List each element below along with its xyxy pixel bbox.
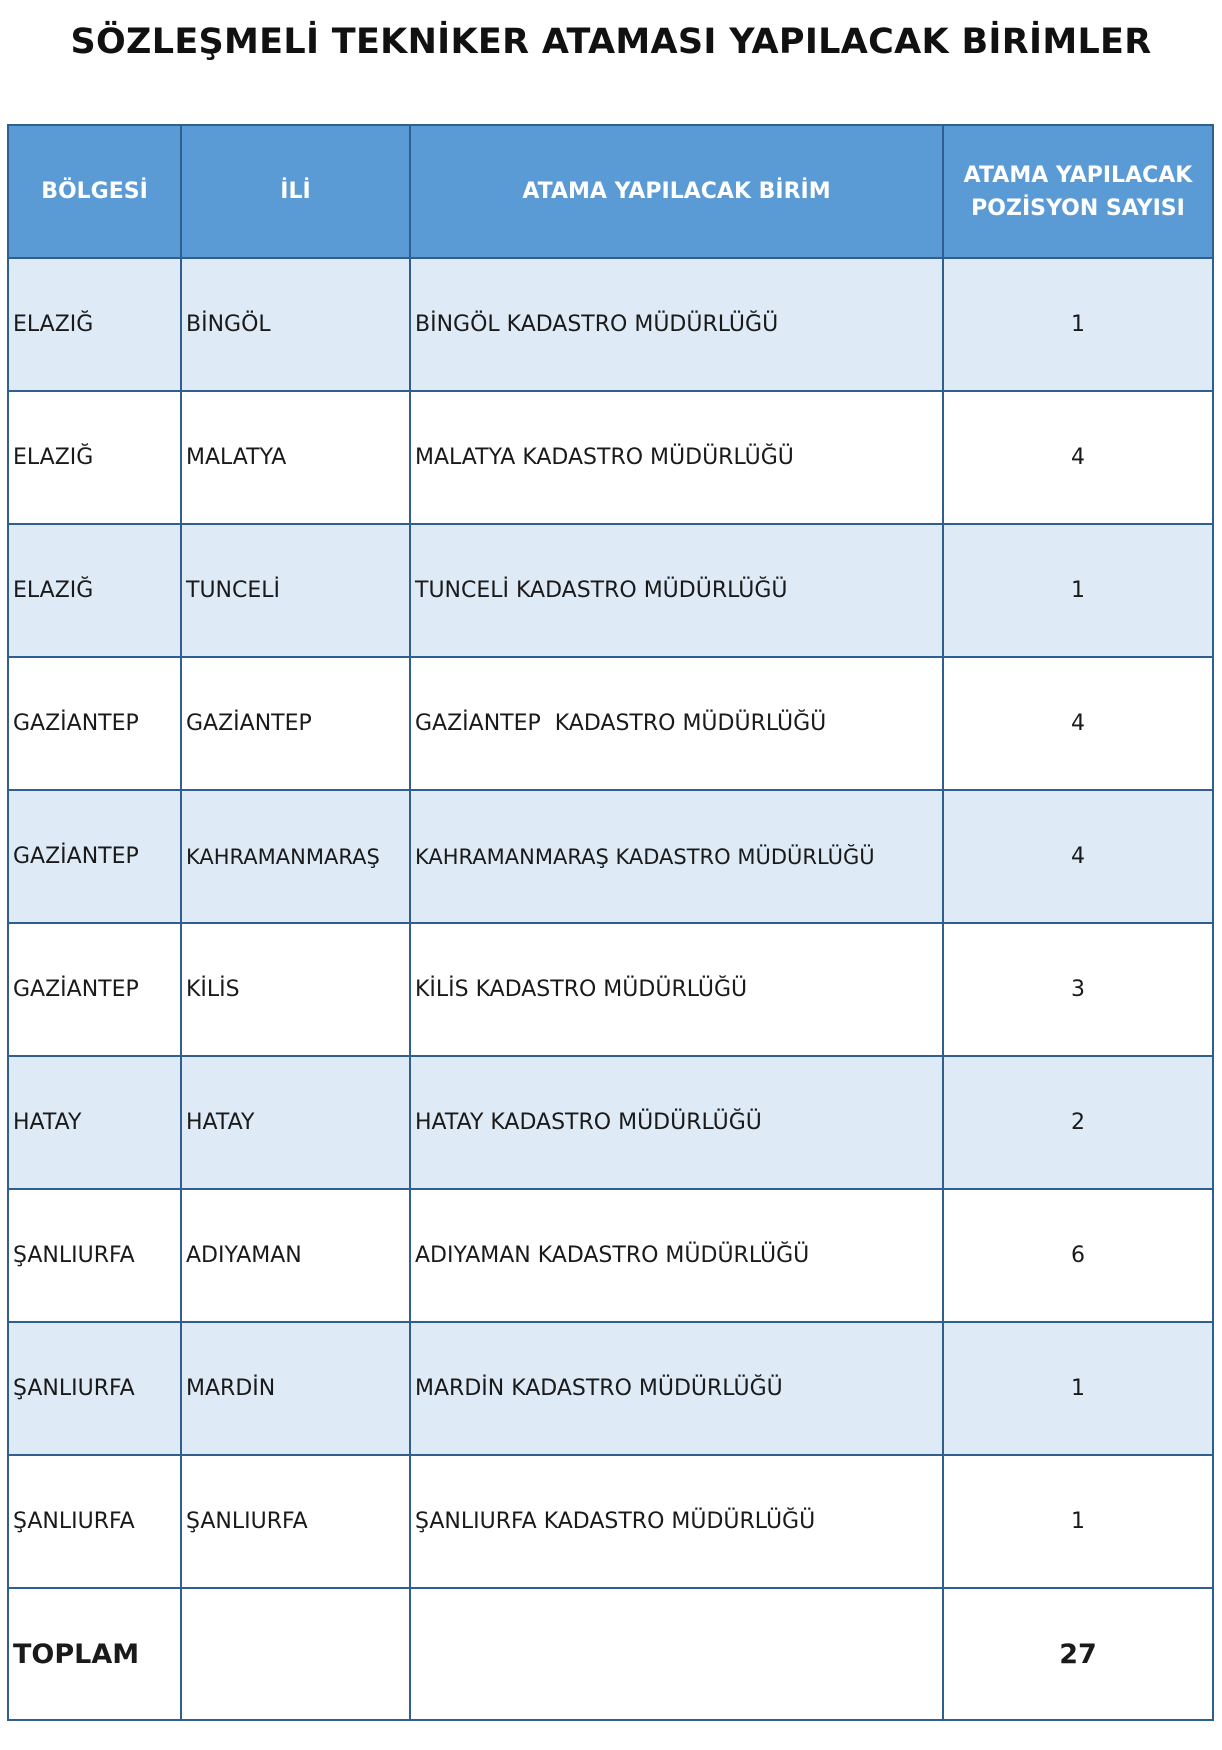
cell-unit: GAZİANTEP KADASTRO MÜDÜRLÜĞÜ bbox=[410, 657, 943, 790]
table-row bbox=[8, 391, 1213, 524]
cell-region: HATAY bbox=[8, 1056, 181, 1189]
cell-unit: HATAY KADASTRO MÜDÜRLÜĞÜ bbox=[410, 1056, 943, 1189]
cell-region: ŞANLIURFA bbox=[8, 1189, 181, 1322]
cell-region: GAZİANTEP bbox=[8, 657, 181, 790]
total-empty-cell bbox=[181, 1588, 410, 1720]
cell-region: ŞANLIURFA bbox=[8, 1455, 181, 1588]
cell-province: KİLİS bbox=[181, 923, 410, 1056]
header-position-count bbox=[943, 125, 1213, 258]
table-row bbox=[8, 1455, 1213, 1588]
cell-province: HATAY bbox=[181, 1056, 410, 1189]
cell-unit: ŞANLIURFA KADASTRO MÜDÜRLÜĞÜ bbox=[410, 1455, 943, 1588]
cell-count: 3 bbox=[943, 923, 1213, 1056]
header-unit: ATAMA YAPILACAK BİRİM bbox=[410, 125, 943, 258]
cell-region: ŞANLIURFA bbox=[8, 1322, 181, 1455]
cell-region: GAZİANTEP bbox=[8, 923, 181, 1056]
assignment-table bbox=[7, 124, 1214, 1721]
cell-province: BİNGÖL bbox=[181, 258, 410, 391]
cell-province: ADIYAMAN bbox=[181, 1189, 410, 1322]
cell-province: TUNCELİ bbox=[181, 524, 410, 657]
cell-province: MALATYA bbox=[181, 391, 410, 524]
table-row bbox=[8, 1322, 1213, 1455]
table-row bbox=[8, 1056, 1213, 1189]
cell-count: 1 bbox=[943, 1322, 1213, 1455]
cell-count: 1 bbox=[943, 1455, 1213, 1588]
table-row bbox=[8, 790, 1213, 923]
cell-count: 1 bbox=[943, 524, 1213, 657]
header-region: BÖLGESİ bbox=[8, 125, 181, 258]
total-label: TOPLAM bbox=[8, 1588, 181, 1720]
cell-count: 4 bbox=[943, 391, 1213, 524]
cell-region: ELAZIĞ bbox=[8, 258, 181, 391]
table-row bbox=[8, 1189, 1213, 1322]
table-row bbox=[8, 657, 1213, 790]
cell-unit: KAHRAMANMARAŞ KADASTRO MÜDÜRLÜĞÜ bbox=[410, 790, 943, 923]
cell-count: 2 bbox=[943, 1056, 1213, 1189]
cell-region: ELAZIĞ bbox=[8, 524, 181, 657]
cell-count: 1 bbox=[943, 258, 1213, 391]
cell-unit: KİLİS KADASTRO MÜDÜRLÜĞÜ bbox=[410, 923, 943, 1056]
table-row bbox=[8, 258, 1213, 391]
total-empty-cell bbox=[410, 1588, 943, 1720]
header-count-line2: POZİSYON SAYISI bbox=[971, 195, 1185, 221]
cell-unit: BİNGÖL KADASTRO MÜDÜRLÜĞÜ bbox=[410, 258, 943, 391]
header-count-line1: ATAMA YAPILACAK bbox=[963, 162, 1193, 188]
cell-unit: MALATYA KADASTRO MÜDÜRLÜĞÜ bbox=[410, 391, 943, 524]
table-header-row bbox=[8, 125, 1213, 258]
cell-province: ŞANLIURFA bbox=[181, 1455, 410, 1588]
total-row bbox=[8, 1588, 1213, 1720]
header-province: İLİ bbox=[181, 125, 410, 258]
cell-province: GAZİANTEP bbox=[181, 657, 410, 790]
cell-count: 4 bbox=[943, 657, 1213, 790]
cell-region: GAZİANTEP bbox=[8, 790, 181, 923]
table-row bbox=[8, 524, 1213, 657]
page-title: SÖZLEŞMELİ TEKNİKER ATAMASI YAPILACAK BİRİMLER bbox=[70, 22, 1152, 62]
cell-region: ELAZIĞ bbox=[8, 391, 181, 524]
cell-unit: TUNCELİ KADASTRO MÜDÜRLÜĞÜ bbox=[410, 524, 943, 657]
cell-count: 4 bbox=[943, 790, 1213, 923]
cell-count: 6 bbox=[943, 1189, 1213, 1322]
cell-unit: MARDİN KADASTRO MÜDÜRLÜĞÜ bbox=[410, 1322, 943, 1455]
cell-unit: ADIYAMAN KADASTRO MÜDÜRLÜĞÜ bbox=[410, 1189, 943, 1322]
cell-province: KAHRAMANMARAŞ bbox=[181, 790, 410, 923]
cell-province: MARDİN bbox=[181, 1322, 410, 1455]
total-count: 27 bbox=[943, 1588, 1213, 1720]
table-row bbox=[8, 923, 1213, 1056]
